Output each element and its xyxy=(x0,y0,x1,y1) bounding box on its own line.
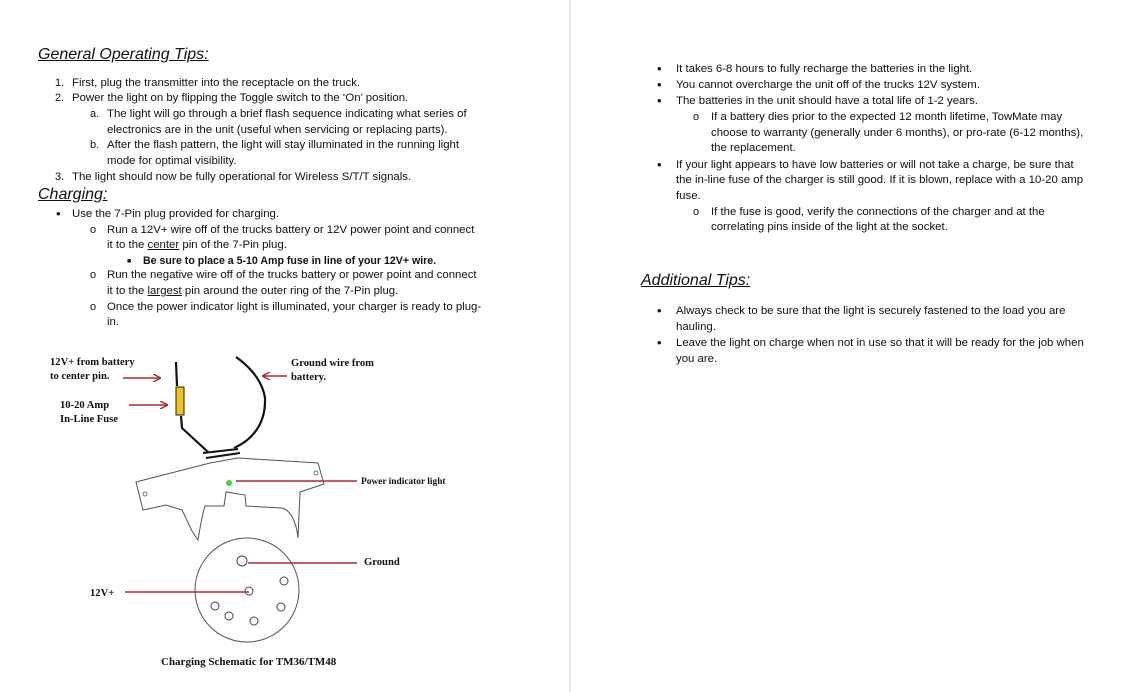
label-power-indicator: Power indicator light xyxy=(361,477,446,487)
label-12v: 12V+ xyxy=(90,588,115,599)
step-text: The light should now be fully operational for Wireless S/T/T signals. xyxy=(72,171,412,183)
pin xyxy=(280,577,288,585)
charging-sub1-line: Run a 12V+ wire off of the trucks battery or 12V power point and connect xyxy=(107,224,475,236)
step-text: First, plug the transmitter into the receptacle on the truck. xyxy=(72,77,361,89)
tip-text: the in-line fuse of the charger is still good. If it is blown, replace with a 10-20 amp xyxy=(676,174,1084,186)
step-number: 3. xyxy=(55,171,65,183)
largest-underlined: largest xyxy=(147,285,182,297)
charging-sub3-line: Once the power indicator light is illuminated, your charger is ready to plug- xyxy=(107,301,482,313)
warranty-text: choose to warranty (generally under 6 months), or pro-rate (6-12 months), xyxy=(711,127,1084,139)
step-text: Power the light on by flipping the Toggle switch to the ‘On’ position. xyxy=(72,92,409,104)
charging-sub2-line: it to the largest pin around the outer ring of the 7-Pin plug. xyxy=(107,285,399,297)
ground-wire xyxy=(234,357,265,448)
fuse-note: Be sure to place a 5-10 Amp fuse in line of your 12V+ wire. xyxy=(143,255,437,267)
pin xyxy=(211,602,219,610)
fuse-check-text: correlating pins inside of the light at the socket. xyxy=(711,221,948,233)
substep-text: After the flash pattern, the light will stay illuminated in the running light xyxy=(107,139,460,151)
sub-bullet-circle: o xyxy=(90,224,97,236)
left-page xyxy=(0,0,570,692)
additional-tip-text: Always check to be sure that the light is securely fastened to the load you are xyxy=(676,305,1066,317)
charging-sub1-line: it to the center pin of the 7-Pin plug. xyxy=(107,239,287,251)
bullet-dot: • xyxy=(657,93,662,108)
tip-text: The batteries in the unit should have a total life of 1-2 years. xyxy=(676,95,979,107)
bullet-dot: • xyxy=(657,77,662,92)
sub-bullet-circle: o xyxy=(693,206,700,218)
warranty-text: the replacement. xyxy=(711,142,796,154)
plug-mount-hole xyxy=(143,492,147,496)
pin-center xyxy=(245,587,253,595)
step-number: 1. xyxy=(55,77,65,89)
substep-text: The light will go through a brief flash sequence indicating what series of xyxy=(107,108,467,120)
fuse-check-text: If the fuse is good, verify the connections of the charger and at the xyxy=(711,206,1045,218)
tip-text: fuse. xyxy=(676,190,701,202)
charging-bullet-text: Use the 7-Pin plug provided for charging. xyxy=(72,208,280,220)
label-ground-wire: Ground wire from battery. xyxy=(291,358,374,383)
plug-mount-hole xyxy=(314,471,318,475)
general-tips-heading: General Operating Tips: xyxy=(38,46,209,63)
bullet-dot: • xyxy=(657,303,662,318)
substep-letter: b. xyxy=(90,139,100,151)
charging-sub2-line: Run the negative wire off of the trucks battery or power point and connect xyxy=(107,269,477,281)
tip-text: If your light appears to have low batteries or will not take a charge, be sure that xyxy=(676,159,1074,171)
charging-schematic xyxy=(0,0,569,692)
sub-bullet-circle: o xyxy=(693,111,700,123)
plug-face xyxy=(195,538,299,642)
bullet-dot: • xyxy=(56,206,61,221)
bullet-dot: • xyxy=(657,335,662,350)
label-12v-from-battery: 12V+ from battery to center pin. xyxy=(50,357,135,382)
label-inline-fuse: 10-20 Amp In-Line Fuse xyxy=(60,400,118,425)
schematic-caption: Charging Schematic for TM36/TM48 xyxy=(161,656,337,668)
substep-letter: a. xyxy=(90,108,100,120)
inline-fuse xyxy=(176,387,184,415)
step-number: 2. xyxy=(55,92,65,104)
warranty-text: If a battery dies prior to the expected 12 month lifetime, TowMate may xyxy=(711,111,1063,123)
additional-tips-heading: Additional Tips: xyxy=(641,272,751,289)
additional-tip-text: you are. xyxy=(676,353,718,365)
additional-tip-text: Leave the light on charge when not in use so that it will be ready for the job when xyxy=(676,337,1084,349)
label-ground: Ground xyxy=(364,557,400,568)
wire-grommet xyxy=(203,449,240,458)
charging-heading: Charging: xyxy=(38,186,108,203)
power-indicator-light xyxy=(226,480,232,486)
center-underlined: center xyxy=(147,239,180,251)
plug-body-outline xyxy=(136,458,324,540)
substep-text: electronics are in the unit (useful when servicing or replacing parts). xyxy=(107,124,448,136)
pin xyxy=(250,617,258,625)
pin xyxy=(225,612,233,620)
square-bullet: ■ xyxy=(127,258,132,265)
tip-text: It takes 6-8 hours to fully recharge the batteries in the light. xyxy=(676,63,973,75)
tip-text: You cannot overcharge the unit off of the trucks 12V system. xyxy=(676,79,980,91)
sub-bullet-circle: o xyxy=(90,269,97,281)
charging-sub3-line: in. xyxy=(107,316,120,328)
sub-bullet-circle: o xyxy=(90,301,97,313)
bullet-dot: • xyxy=(657,157,662,172)
pin xyxy=(277,603,285,611)
substep-text: mode for optimal visibility. xyxy=(107,155,237,167)
pin-ground xyxy=(237,556,247,566)
right-page xyxy=(571,0,1142,692)
additional-tip-text: hauling. xyxy=(676,321,716,333)
bullet-dot: • xyxy=(657,61,662,76)
